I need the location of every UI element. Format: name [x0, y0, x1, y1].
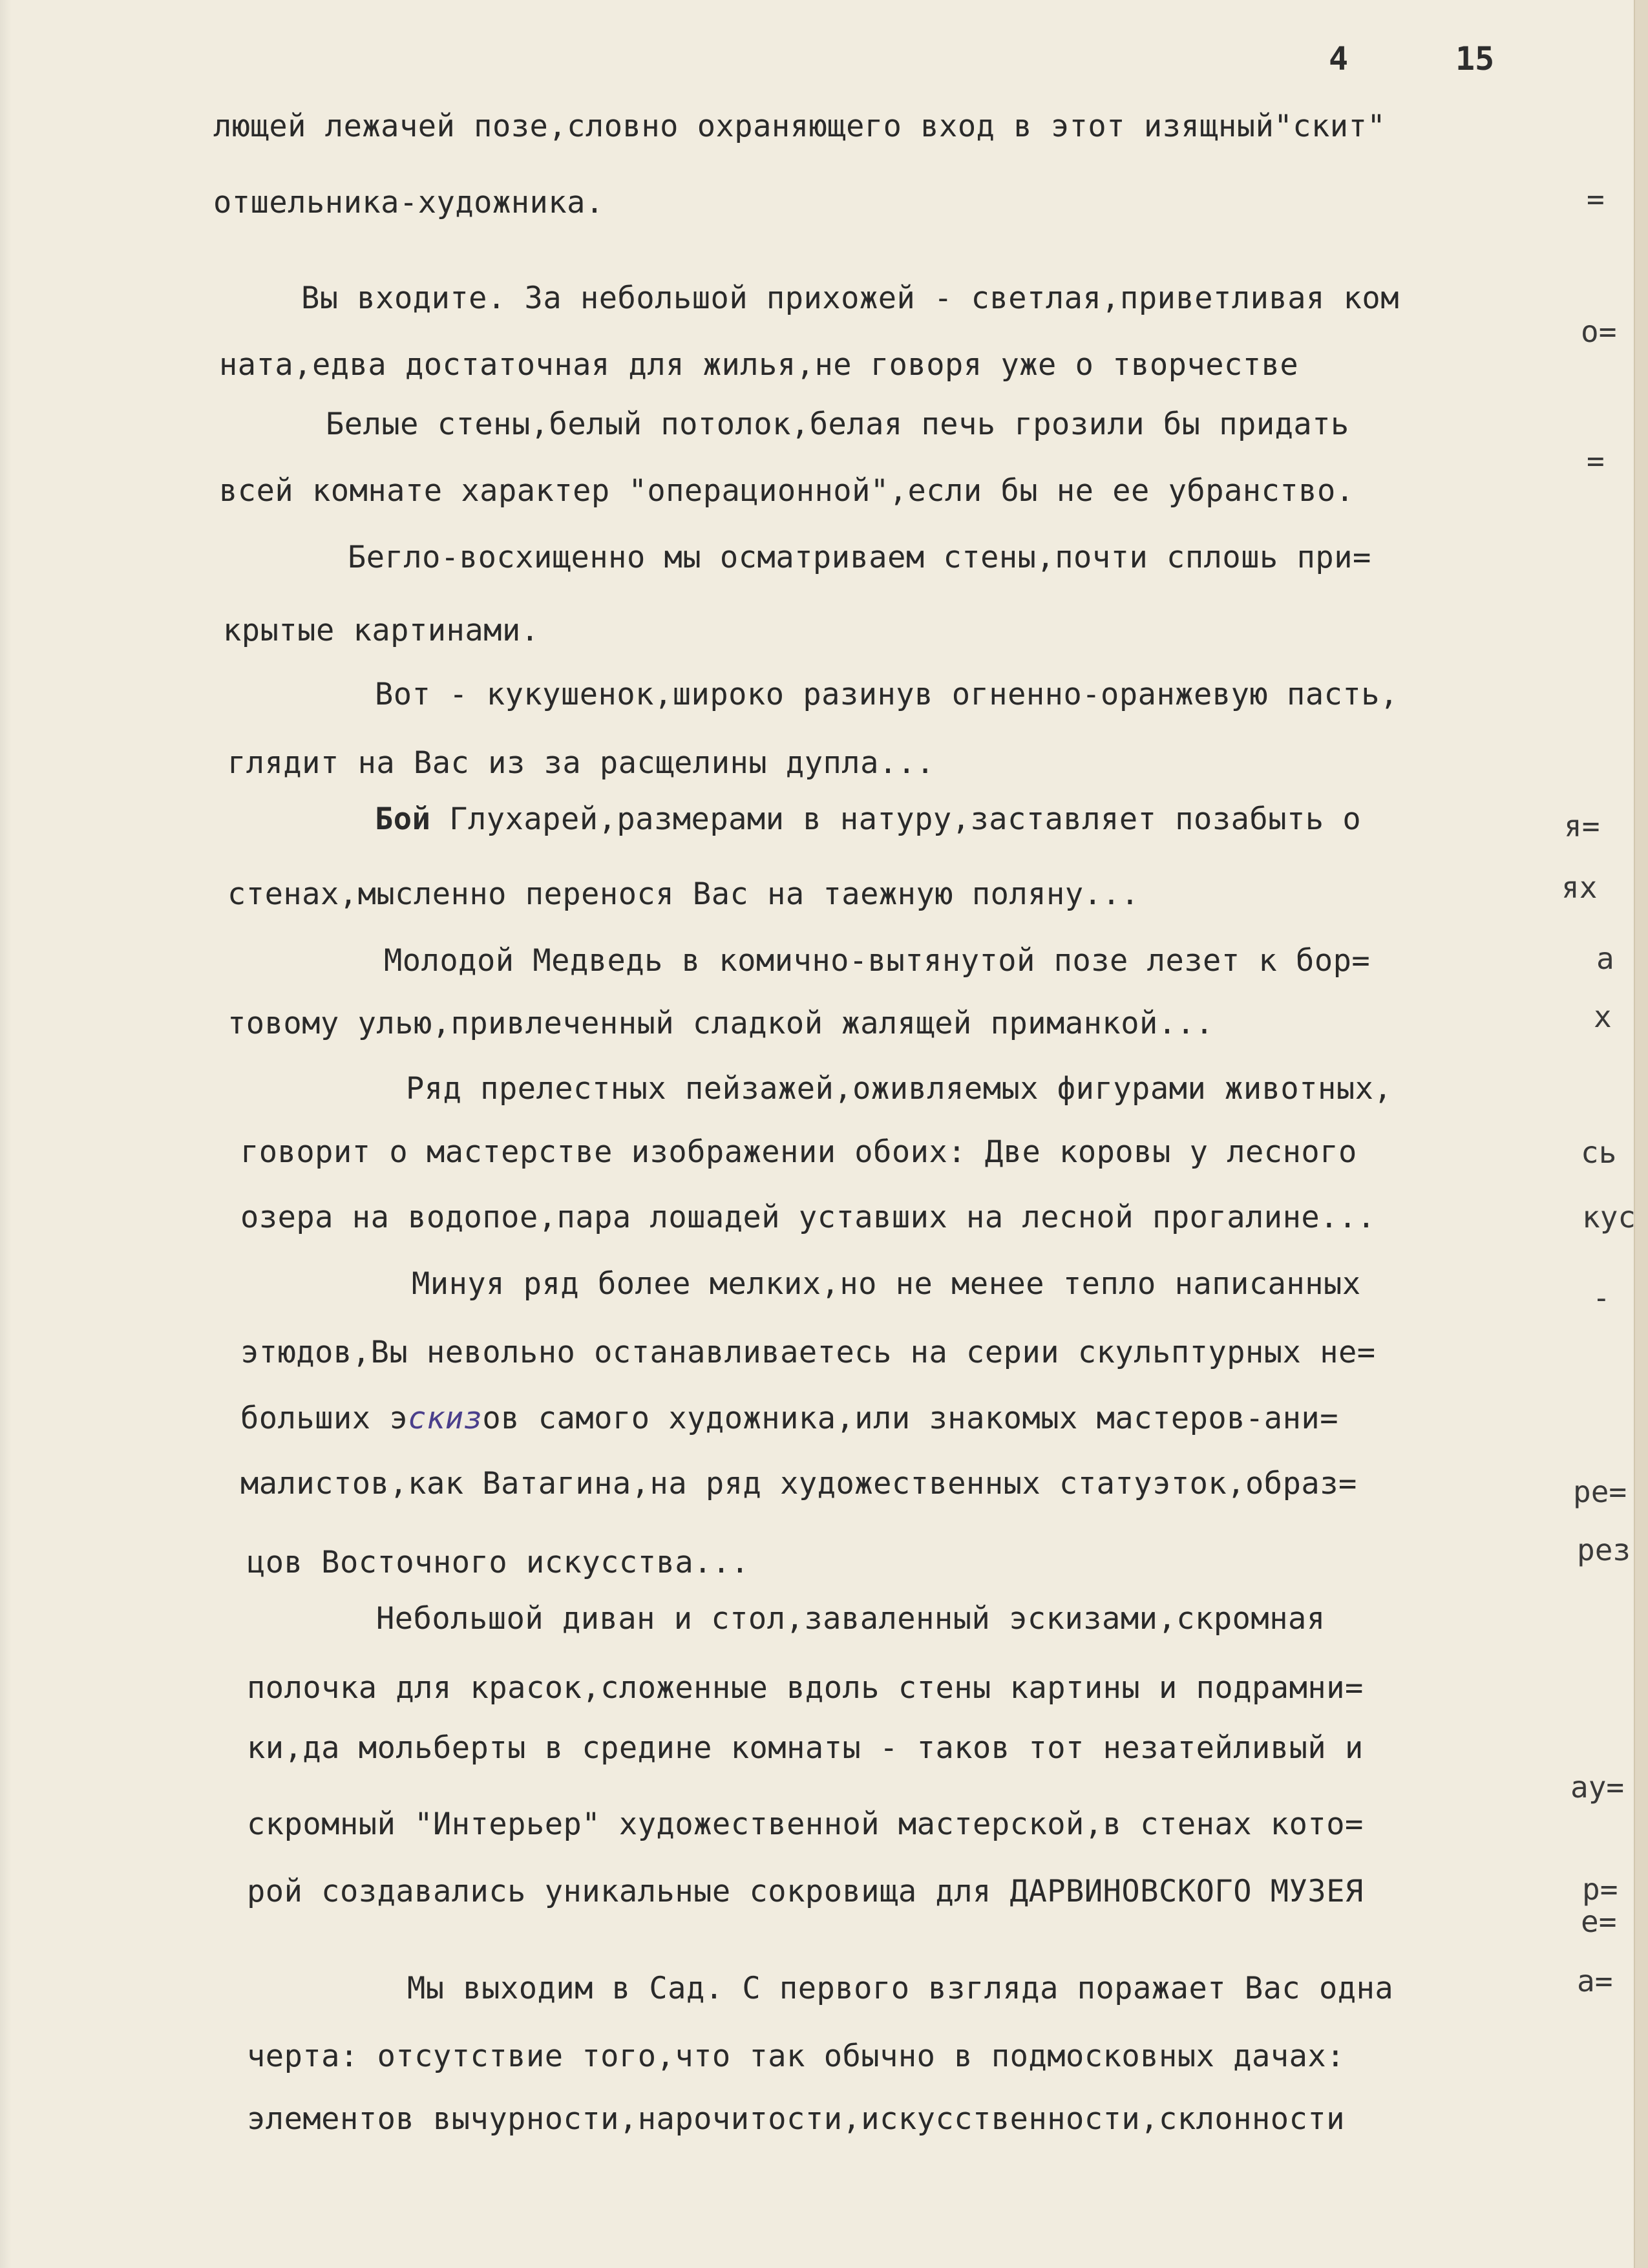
- margin-fragment: сь: [1581, 1135, 1617, 1170]
- margin-fragment: ях: [1561, 870, 1598, 905]
- page-number-stamped: 15: [1455, 40, 1495, 78]
- text-line: черта: отсутствие того,что так обычно в подмосковных дачах:: [247, 2039, 1345, 2074]
- text-line: скромный "Интерьер" художественной мастерской,в стенах кото=: [247, 1807, 1364, 1842]
- text-line: Бегло-восхищенно мы осматриваем стены,почти сплошь при=: [348, 540, 1371, 575]
- margin-fragment: о=: [1581, 314, 1617, 349]
- text-line: озера на водопое,пара лошадей уставших на лесной прогалине...: [240, 1200, 1376, 1235]
- text-line: ки,да мольберты в средине комнаты - таков тот незатейливый и: [247, 1730, 1364, 1766]
- text-line: Небольшой диван и стол,заваленный эскизами,скромная: [376, 1601, 1326, 1637]
- margin-fragment: рез: [1577, 1532, 1631, 1567]
- margin-fragment: -: [1592, 1280, 1611, 1315]
- text-line: ната,едва достаточная для жилья,не говоря уже о творчестве: [219, 347, 1299, 383]
- margin-fragment: =: [1587, 182, 1605, 217]
- text-line: крытые картинами.: [223, 613, 540, 648]
- text-line: стенах,мысленно перенося Вас на таежную поляну...: [227, 876, 1140, 912]
- text-line: Ряд прелестных пейзажей,оживляемых фигурами животных,: [406, 1071, 1393, 1107]
- margin-fragment: е=: [1581, 1904, 1617, 1939]
- handwritten-ink-correction: скиз: [408, 1401, 483, 1436]
- text-line: элементов вычурности,нарочитости,искусственности,склонности: [247, 2101, 1345, 2137]
- text-line: рой создавались уникальные сокровища для ДАРВИНОВСКОГО МУЗЕЯ: [247, 1874, 1364, 1909]
- text-line: Вы входите. За небольшой прихожей - светлая,приветливая ком: [301, 281, 1399, 316]
- text-line: полочка для красок,сложенные вдоль стены картины и подрамни=: [247, 1670, 1364, 1706]
- text-line: лющей лежачей позе,словно охраняющего вход в этот изящный"скит": [213, 109, 1386, 144]
- text-line: Белые стены,белый потолок,белая печь грозили бы придать: [326, 407, 1349, 442]
- text-line: Мы выходим в Сад. С первого взгляда поражает Вас одна: [407, 1971, 1394, 2006]
- margin-fragment: =: [1587, 443, 1605, 478]
- text-line: больших эскизов самого художника,или знакомых мастеров-ани=: [240, 1401, 1338, 1436]
- margin-fragment: я=: [1564, 809, 1600, 843]
- margin-fragment: ре=: [1573, 1474, 1627, 1509]
- text-line: Вот - кукушенок,широко разинув огненно-оранжевую пасть,: [375, 677, 1399, 712]
- text-line: этюдов,Вы невольно останавливаетесь на серии скульптурных не=: [240, 1335, 1376, 1370]
- text-line: говорит о мастерстве изображении обоих: Две коровы у лесного: [240, 1134, 1357, 1170]
- page-number-typed: 4: [1329, 40, 1349, 78]
- text-line: всей комнате характер "операционной",если бы не ее убранство.: [219, 473, 1355, 509]
- text-line: Молодой Медведь в комично-вытянутой позе лезет к бор=: [384, 943, 1371, 979]
- handwritten-correction-bold: Бой: [375, 801, 431, 837]
- text-line: Бой Глухарей,размерами в натуру,заставляет позабыть о: [375, 801, 1362, 837]
- margin-fragment: а: [1596, 941, 1614, 976]
- text-line: товому улью,привлеченный сладкой жалящей приманкой...: [227, 1006, 1214, 1041]
- margin-fragment: а=: [1577, 1964, 1613, 1998]
- text-line: отшельника-художника.: [213, 185, 604, 220]
- text-line: малистов,как Ватагина,на ряд художественных статуэток,образ=: [240, 1466, 1357, 1501]
- text-line: Минуя ряд более мелких,но не менее тепло написанных: [412, 1266, 1361, 1302]
- text-line: глядит на Вас из за расщелины дупла...: [227, 745, 935, 781]
- text-line: цов Восточного искусства...: [247, 1545, 750, 1580]
- margin-fragment: кус: [1582, 1200, 1636, 1235]
- margin-fragment: х: [1594, 999, 1612, 1034]
- margin-fragment: ау=: [1570, 1770, 1625, 1805]
- margin-fragment: р=: [1582, 1872, 1618, 1907]
